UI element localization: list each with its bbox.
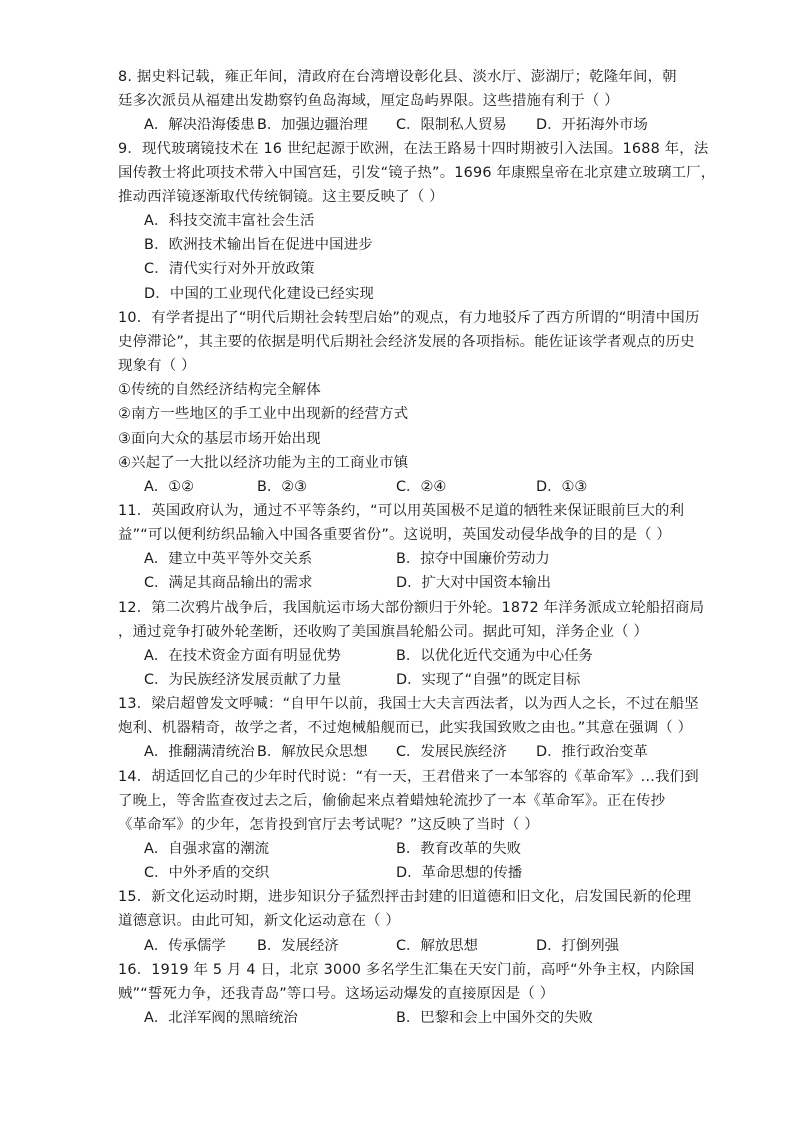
- question-10-line-3: 现象有（ ）: [118, 358, 196, 374]
- question-10-statement-4: ④兴起了一大批以经济功能为主的工商业市镇: [118, 455, 409, 471]
- question-8-line-1: 8. 据史料记载，雍正年间，清政府在台湾增设彰化县、淡水厅、澎湖厅；乾隆年间，朝: [118, 69, 677, 85]
- question-10-option-d: D．①③: [536, 479, 588, 495]
- question-11-option-b: B．掠夺中国廉价劳动力: [396, 551, 550, 567]
- question-10-line-1: 10．有学者提出了“明代后期社会转型启始”的观点，有力地驳斥了西方所谓的“明清中国历: [118, 310, 700, 326]
- question-8-option-d: D．开拓海外市场: [536, 117, 648, 133]
- question-15-option-c: C．解放思想: [396, 938, 479, 954]
- question-9-option-d: D．中国的工业现代化建设已经实现: [144, 286, 375, 302]
- question-12-line-2: ，通过竞争打破外轮垄断，还收购了美国旗昌轮船公司。据此可知，洋务企业（ ）: [118, 624, 649, 640]
- question-10-option-a: A．①②: [144, 479, 195, 495]
- question-10-option-c: C．②④: [396, 479, 447, 495]
- question-14-line-1: 14．胡适回忆自己的少年时代时说：“有一天，王君借来了一本邹容的《革命军》…我们到: [118, 769, 699, 785]
- question-12-option-a: A．在技术资金方面有明显优势: [144, 648, 341, 664]
- question-14-line-2: 了晚上，等舍监查夜过去之后，偷偷起来点着蜡烛轮流抄了一本《革命军》。正在传抄: [118, 793, 666, 809]
- question-15-line-2: 道德意识。由此可知，新文化运动意在（ ）: [118, 913, 400, 929]
- question-14-option-c: C．中外矛盾的交织: [144, 865, 270, 881]
- question-8-line-2: 廷多次派员从福建出发勘察钓鱼岛海域，厘定岛屿界限。这些措施有利于（ ）: [118, 93, 619, 109]
- question-12-option-c: C．为民族经济发展贡献了力量: [144, 672, 342, 688]
- question-11-option-a: A．建立中英平等外交关系: [144, 551, 313, 567]
- question-14-line-3: 《革命军》的少年，怎肯投到官厅去考试呢？”这反映了当时（ ）: [118, 817, 539, 833]
- question-16-option-a: A．北洋军阀的黑暗统治: [144, 1010, 298, 1026]
- question-9-line-2: 国传教士将此项技术带入中国宫廷，引发“镜子热”。1696 年康熙皇帝在北京建立玻璃工厂，: [118, 165, 716, 181]
- question-15-option-b: B．发展经济: [257, 938, 339, 954]
- question-15-line-1: 15．新文化运动时期，进步知识分子猛烈抨击封建的旧道德和旧文化，启发国民新的伦理: [118, 889, 692, 905]
- question-12-option-b: B．以优化近代交通为中心任务: [396, 648, 593, 664]
- question-15-option-a: A．传承儒学: [144, 938, 226, 954]
- question-14-option-a: A．自强求富的潮流: [144, 841, 269, 857]
- question-8-option-b: B．加强边疆治理: [257, 117, 368, 133]
- question-15-option-d: D．打倒列强: [536, 938, 620, 954]
- question-11-line-1: 11．英国政府认为，通过不平等条约，“可以用英国极不足道的牺牲来保证眼前巨大的利: [118, 503, 685, 519]
- question-13-option-d: D．推行政治变革: [536, 744, 648, 760]
- question-14-option-b: B．教育改革的失败: [396, 841, 521, 857]
- question-8-option-a: A．解决沿海倭患: [144, 117, 255, 133]
- question-10-statement-2: ②南方一些地区的手工业中出现新的经营方式: [118, 406, 409, 422]
- question-13-option-b: B．解放民众思想: [257, 744, 368, 760]
- question-9-line-1: 9．现代玻璃镜技术在 16 世纪起源于欧洲，在法王路易十四时期被引入法国。1688 年，法: [118, 141, 709, 157]
- question-16-line-1: 16．1919 年 5 月 4 日，北京 3000 多名学生汇集在天安门前，高呼“外争主权，内除国: [118, 962, 695, 978]
- question-12-line-1: 12．第二次鸦片战争后，我国航运市场大部份额归于外轮。1872 年洋务派成立轮船招商局: [118, 600, 705, 616]
- question-13-option-a: A．推翻满清统治: [144, 744, 255, 760]
- question-9-option-b: B．欧洲技术输出旨在促进中国进步: [144, 237, 373, 253]
- question-11-option-d: D．扩大对中国资本输出: [396, 575, 551, 591]
- question-11-line-2: 益”“可以便利纺织品输入中国各重要省份”。这说明，英国发动侵华战争的目的是（ ）: [118, 527, 672, 543]
- question-9-option-a: A．科技交流丰富社会生活: [144, 213, 315, 229]
- question-10-statement-1: ①传统的自然经济结构完全解体: [118, 382, 321, 398]
- question-9-line-3: 推动西洋镜逐渐取代传统铜镜。这主要反映了（ ）: [118, 189, 444, 205]
- question-10-line-2: 史停滞论”，其主要的依据是明代后期社会经济发展的各项指标。能佐证该学者观点的历史: [118, 334, 695, 350]
- question-8-option-c: C．限制私人贸易: [396, 117, 507, 133]
- question-10-option-b: B．②③: [257, 479, 308, 495]
- question-11-option-c: C．满足其商品输出的需求: [144, 575, 313, 591]
- question-16-line-2: 贼”“誓死力争，还我青岛”等口号。这场运动爆发的直接原因是（ ）: [118, 986, 555, 1002]
- question-10-statement-3: ③面向大众的基层市场开始出现: [118, 431, 321, 447]
- question-13-option-c: C．发展民族经济: [396, 744, 507, 760]
- question-9-option-c: C．清代实行对外开放政策: [144, 261, 315, 277]
- question-13-line-1: 13．梁启超曾发文呼喊：“自甲午以前，我国士大夫言西法者，以为西人之长，不过在船坚: [118, 696, 699, 712]
- question-13-line-2: 炮利、机器精奇，故学之者，不过炮械船舰而已，此实我国致败之由也。”其意在强调（ ）: [118, 720, 693, 736]
- question-12-option-d: D．实现了“自强”的既定目标: [396, 672, 581, 688]
- question-14-option-d: D．革命思想的传播: [396, 865, 523, 881]
- question-16-option-b: B．巴黎和会上中国外交的失败: [396, 1010, 593, 1026]
